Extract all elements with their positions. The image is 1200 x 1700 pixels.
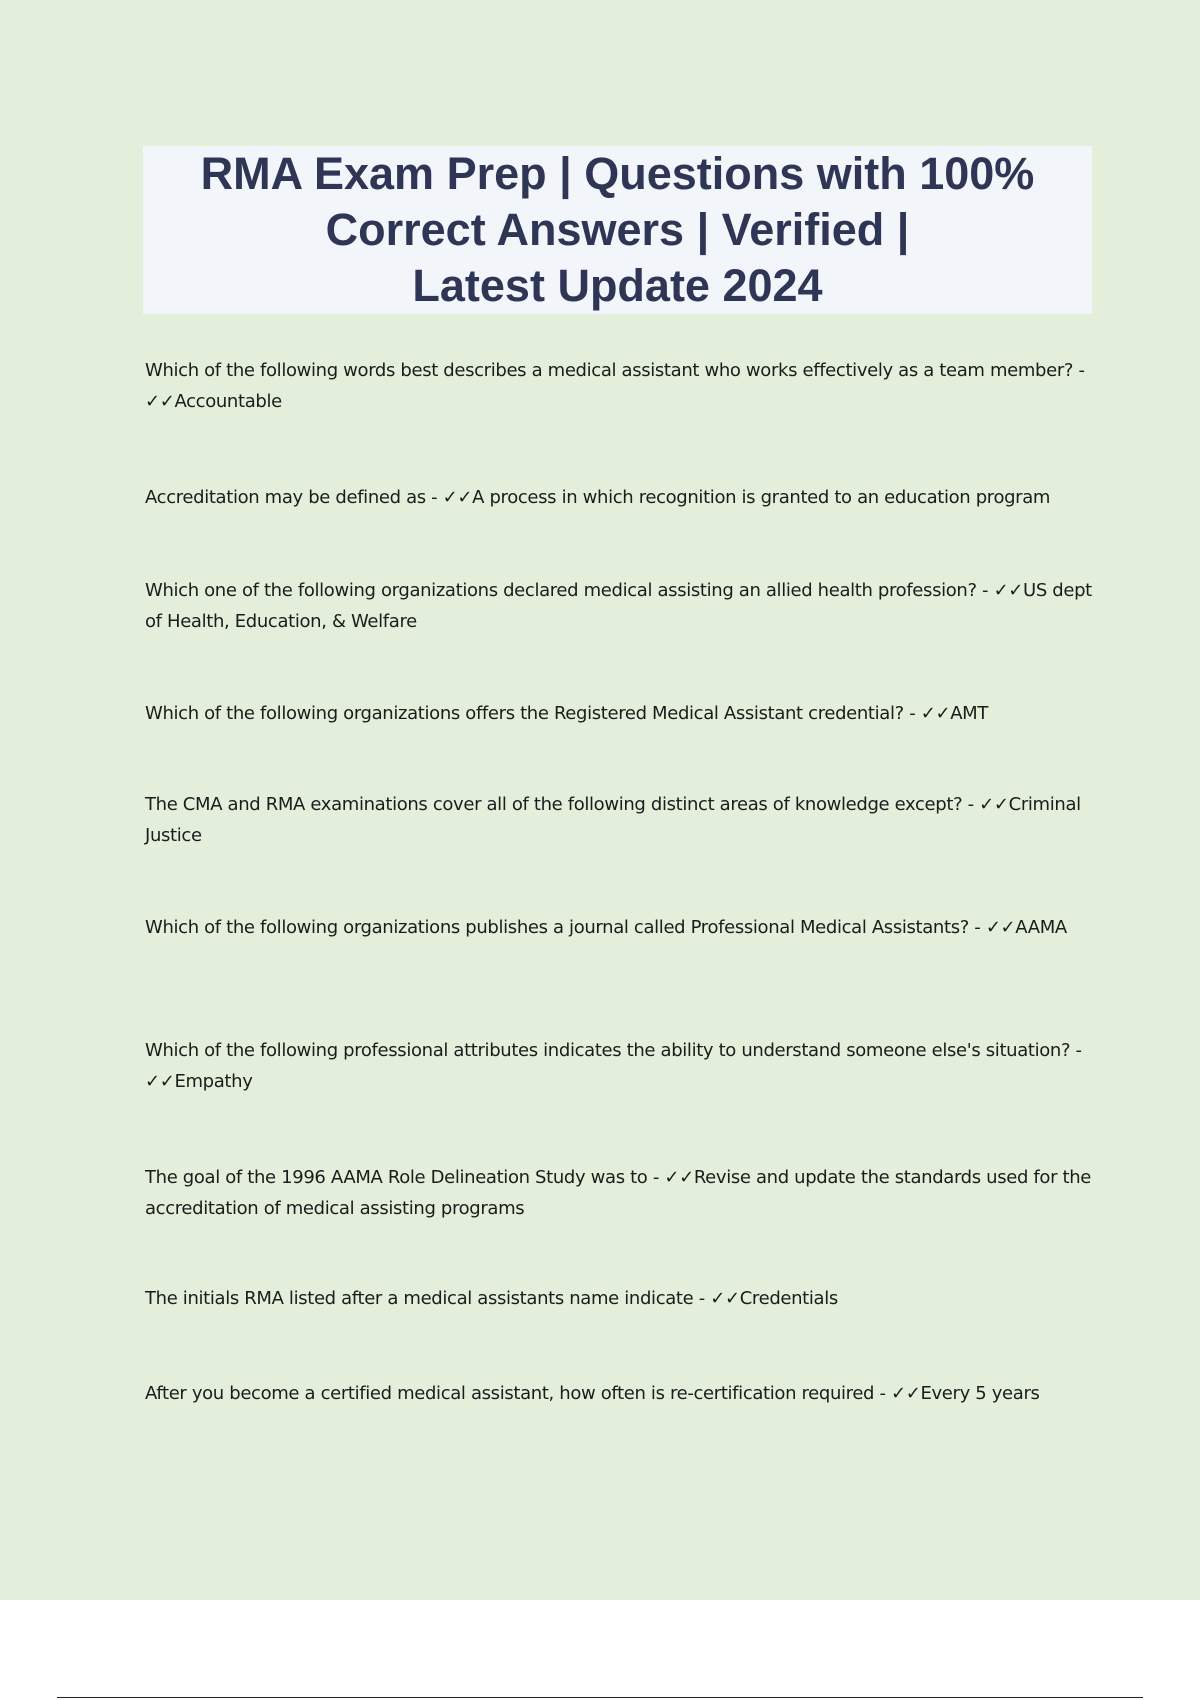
question-text: The goal of the 1996 AAMA Role Delineation Study was to -: [145, 1167, 665, 1188]
question-text: Accreditation may be defined as -: [145, 487, 443, 508]
answer-text: US dept of Health, Education, & Welfare: [145, 580, 1092, 632]
check-marks: ✓✓: [664, 1167, 694, 1188]
question-text: The CMA and RMA examinations cover all of the following distinct areas of knowledge except? -: [145, 794, 980, 815]
check-marks: ✓✓: [145, 1071, 175, 1092]
check-marks: ✓✓: [993, 580, 1024, 601]
answer-text: Accountable: [174, 391, 282, 412]
answer-text: Empathy: [174, 1071, 253, 1092]
answer-text: Criminal Justice: [145, 794, 1081, 846]
answer-text: Credentials: [739, 1288, 838, 1309]
qa-item-1: [145, 355, 1105, 417]
document-title-line-3: Latest Update 2024: [412, 260, 823, 311]
answer-text: AMT: [950, 703, 988, 724]
document-title-line-2: Correct Answers | Verified |: [325, 204, 910, 255]
question-text: The initials RMA listed after a medical assistants name indicate -: [145, 1288, 711, 1309]
check-marks: ✓✓: [985, 917, 1016, 938]
question-text: Which of the following organizations offers the Registered Medical Assistant credential? -: [145, 703, 921, 724]
check-marks: ✓✓: [920, 703, 951, 724]
qa-item-6: [145, 912, 1105, 943]
check-marks: ✓✓: [710, 1288, 740, 1309]
footer-divider: [57, 1697, 1143, 1698]
question-text: Which of the following words best describes a medical assistant who works effectively as a team member? -: [145, 360, 1085, 381]
check-marks: ✓✓: [442, 487, 473, 508]
qa-item-5: [145, 789, 1105, 851]
answer-text: Every 5 years: [920, 1383, 1040, 1404]
qa-item-9: [145, 1283, 1105, 1314]
document-title-line-1: RMA Exam Prep | Questions with 100%: [200, 148, 1035, 199]
qa-item-7: [145, 1035, 1105, 1097]
check-marks: ✓✓: [145, 391, 175, 412]
question-text: Which of the following organizations publishes a journal called Professional Medical Assistants? -: [145, 917, 986, 938]
check-marks: ✓✓: [891, 1383, 921, 1404]
qa-item-4: [145, 698, 1105, 729]
title-box: [143, 146, 1092, 314]
qa-item-3: [145, 575, 1105, 637]
check-marks: ✓✓: [979, 794, 1009, 815]
answer-text: Revise and update the standards used for the accreditation of medical assisting programs: [145, 1167, 1091, 1219]
question-text: Which of the following professional attributes indicates the ability to understand someone else's situation? -: [145, 1040, 1082, 1061]
question-text: Which one of the following organizations declared medical assisting an allied health profession? -: [145, 580, 994, 601]
qa-item-8: [145, 1162, 1105, 1224]
answer-text: A process in which recognition is granted to an education program: [472, 487, 1051, 508]
answer-text: AAMA: [1015, 917, 1067, 938]
qa-item-2: [145, 482, 1105, 513]
question-text: After you become a certified medical assistant, how often is re-certification required -: [145, 1383, 892, 1404]
qa-item-10: [145, 1378, 1105, 1409]
